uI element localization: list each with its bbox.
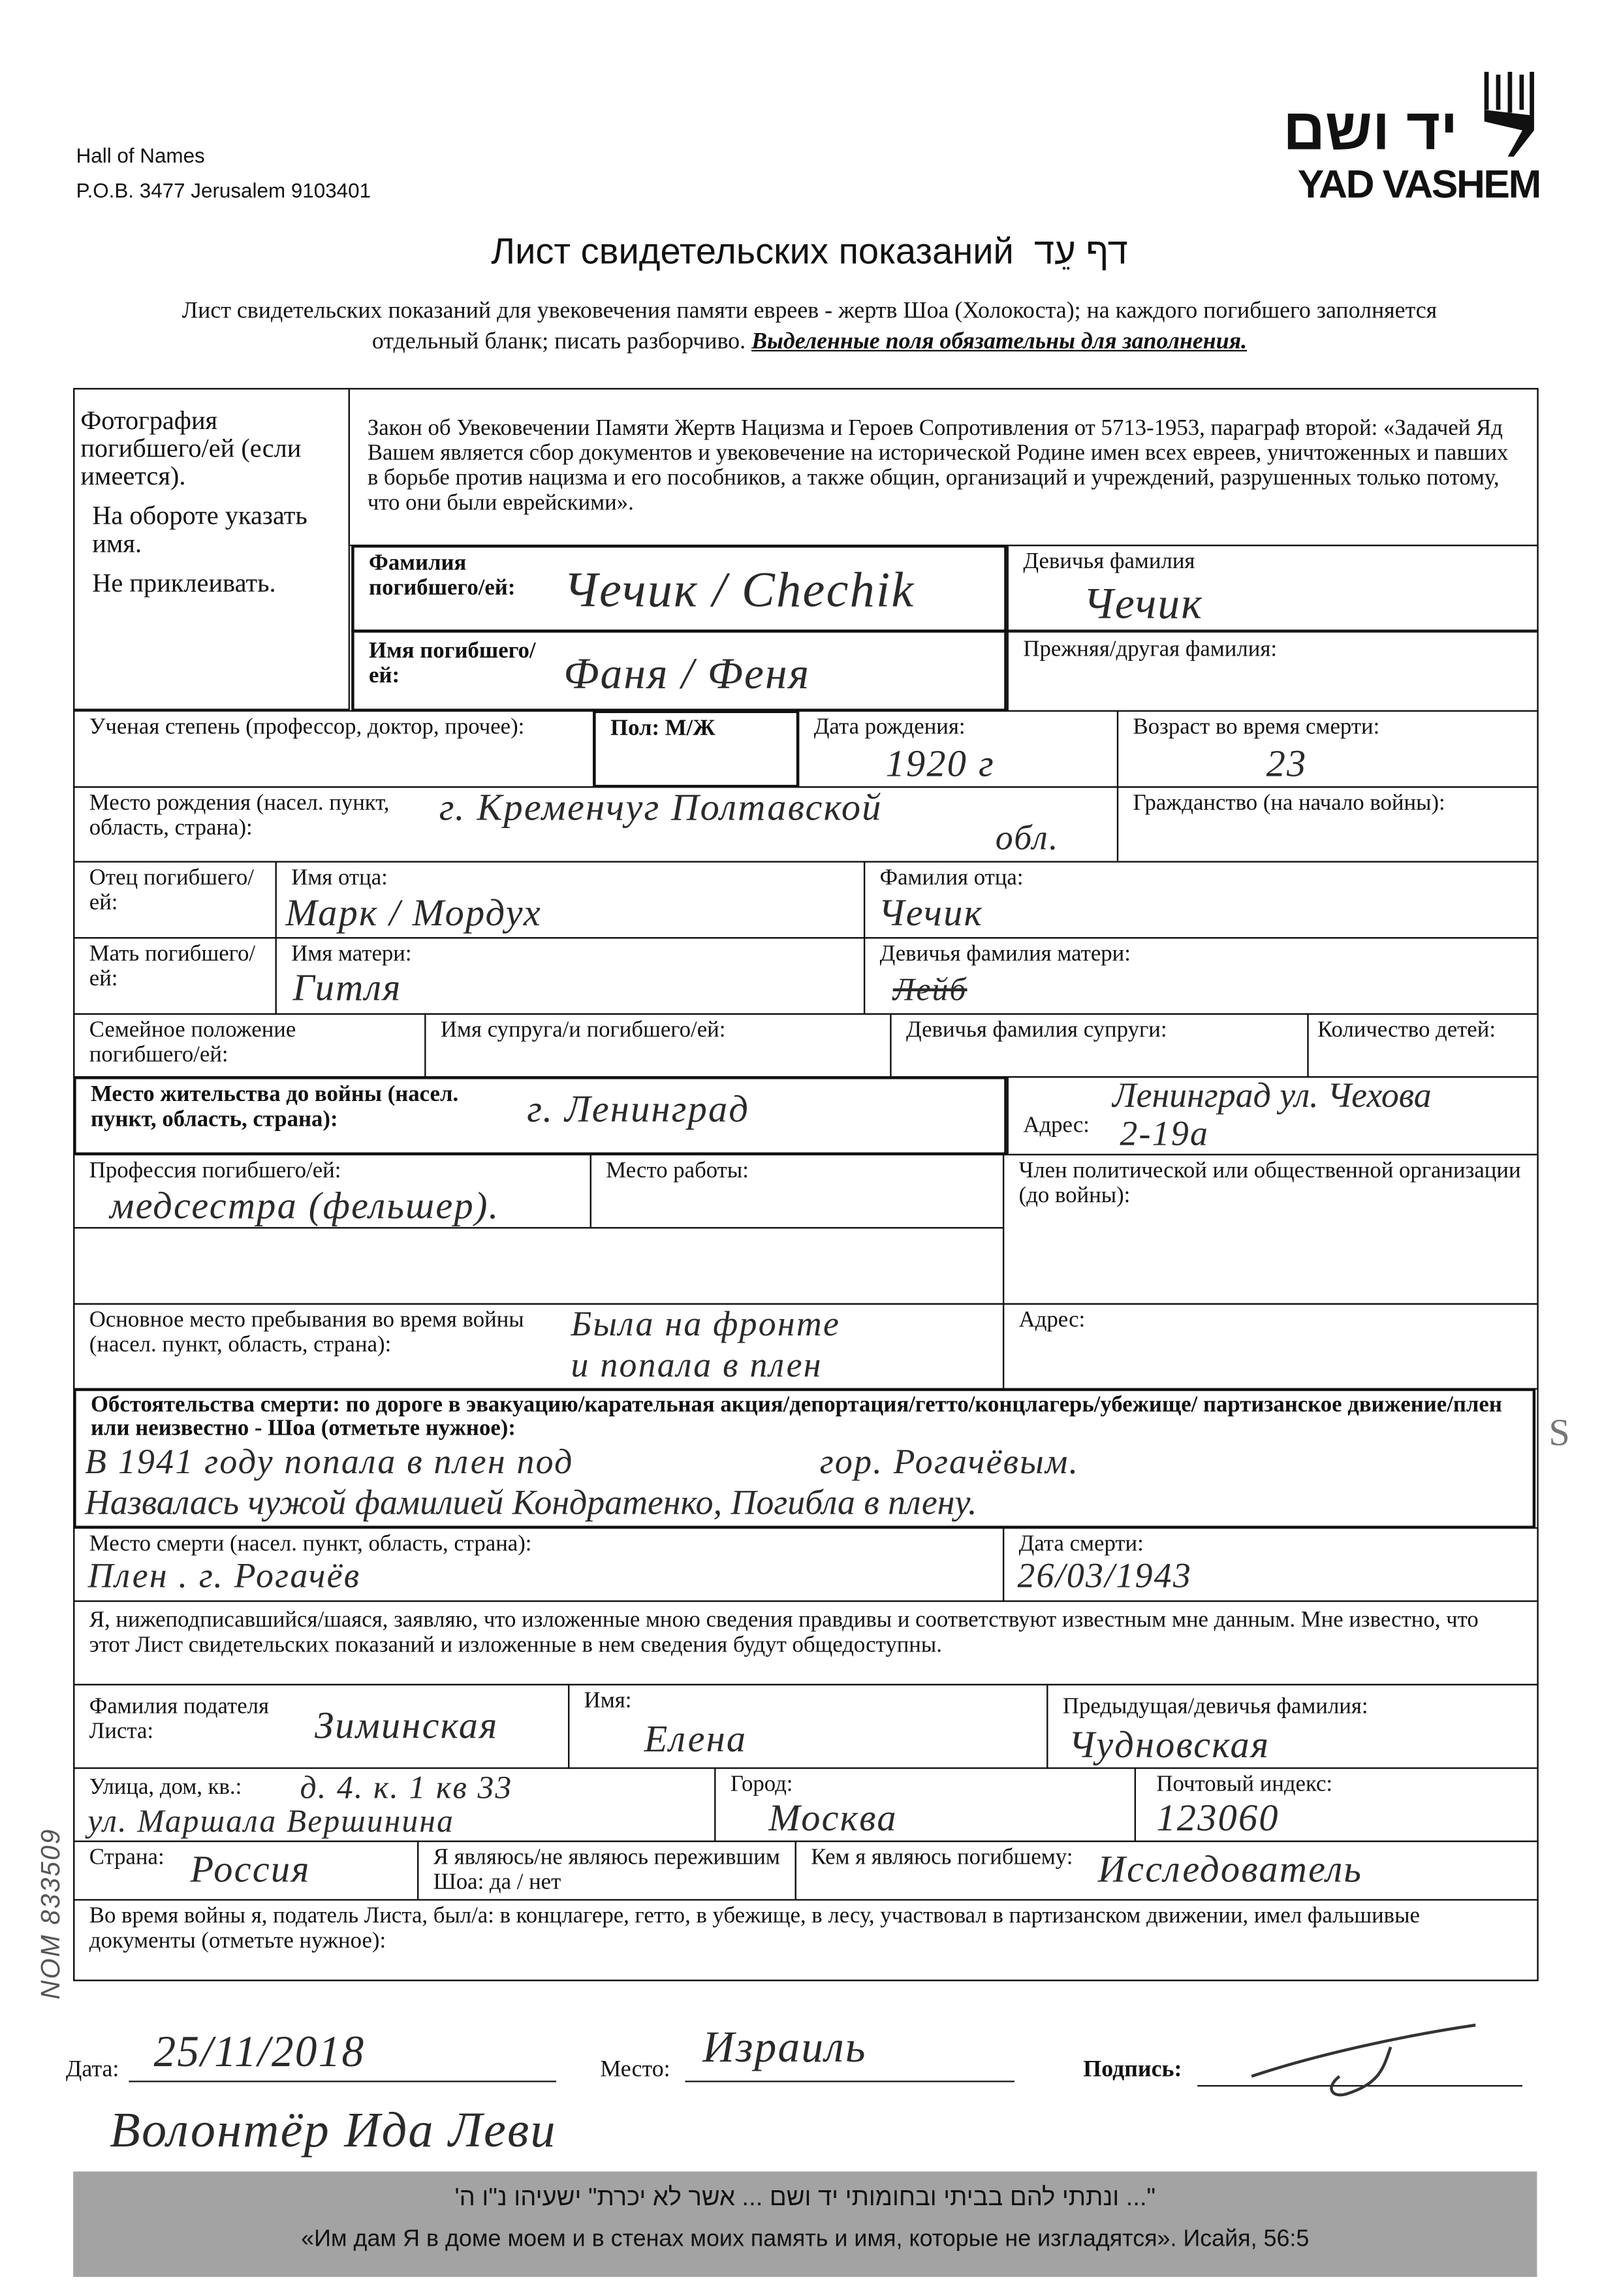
quote-hebrew: "... ונתתי להם בביתי ובחומותי יד ושם ... אשר לא יכרת" ישעיהו נ"ו ה' (454, 2183, 1156, 2211)
submitter-name-field[interactable] (568, 1684, 1048, 1769)
label: Член политической или общественной организации (до войны): (1018, 1158, 1521, 1208)
children-field[interactable] (1307, 1013, 1538, 1078)
label: Мать погибшего/ей: (89, 941, 256, 992)
date-label: Дата: (65, 2057, 119, 2082)
logo-hebrew: יד ושם (1283, 98, 1458, 163)
declaration: Я, нижеподписавшийся/шаяся, заявляю, что изложенные мною сведения правдивы и соответствуют известным мне данным. Мне известно, что этот Лист свидетельских показаний и изложенные в нем сведения будут общедоступны. (73, 1601, 1539, 1685)
label: Профессия погибшего/ей: (89, 1158, 341, 1183)
label: Кем я являюсь погибшему: (811, 1845, 1073, 1870)
place-line (685, 2081, 1014, 2082)
photo-box[interactable] (73, 388, 350, 710)
survivor-field[interactable] (417, 1841, 796, 1901)
logo-text: YAD VASHEM (1297, 162, 1540, 207)
birth-date-value: 1920 г (885, 742, 995, 785)
quote-banner (73, 2171, 1537, 2276)
mother-maiden-value: Лейб (892, 970, 967, 1008)
wartime-place-field[interactable] (73, 1303, 1004, 1390)
submitter-city-value: Москва (768, 1796, 898, 1840)
birthplace-value: г. Кременчуг Полтавской (439, 786, 883, 829)
death-place-value: Плен . г. Рогачёв (87, 1557, 361, 1597)
margin-mark: S (1548, 1411, 1572, 1454)
submitter-surname-value: Зиминская (315, 1704, 499, 1747)
submitter-name-value: Елена (644, 1717, 747, 1761)
relation-value: Исследователь (1097, 1847, 1363, 1890)
label: Место смерти (насел. пункт, область, страна): (89, 1531, 532, 1557)
place-label: Место: (600, 2057, 670, 2082)
label: Девичья фамилия матери: (879, 941, 1131, 966)
label: Семейное положение погибшего/ей: (89, 1017, 296, 1068)
quote-russian: «Им дам Я в доме моем и в стенах моих память и имя, которые не изгладятся». Исайя, 56:5 (301, 2227, 1310, 2252)
mother-label-cell (73, 937, 277, 1015)
submitter-wartime-field[interactable] (73, 1899, 1539, 1981)
date-line (129, 2081, 556, 2082)
label: Возраст во время смерти: (1133, 714, 1380, 740)
circumstances-value-1: гор. Рогачёвым. (819, 1443, 1080, 1482)
page-title (0, 231, 1619, 274)
label: Фамилия погибшего/ей: (369, 550, 516, 601)
label: Отец погибшего/ей: (89, 865, 254, 916)
label: Улица, дом, кв.: (89, 1774, 242, 1800)
signature-label: Подпись: (1083, 2057, 1182, 2082)
label: Город: (730, 1772, 793, 1797)
label: Имя погибшего/ей: (369, 638, 536, 688)
label: Гражданство (на начало войны): (1133, 790, 1445, 816)
marital-field[interactable] (73, 1013, 426, 1078)
law-text: Закон об Увековечении Памяти Жертв Нацизма и Героев Сопротивления от 5713-1953, параграф второй: «Задачей Яд Вашем является сбор документов и увековечение на исторической Родине имен всех евреев, уничтоженных и павших в борьбе против нацизма и его пособников, а также общин, организаций и учреждений, разрушенных только потому, что они были еврейскими». (349, 388, 1539, 546)
intro-emphasis: Выделенные поля обязательны для заполнения. (751, 329, 1248, 355)
photo-label: Фотография погибшего/ей (если имеется). (80, 406, 302, 491)
citizenship-field[interactable] (1117, 786, 1539, 863)
label: Имя: (584, 1688, 632, 1714)
father-surname-value: Чечик (878, 891, 984, 934)
label: Имя отца: (291, 865, 388, 891)
signature-mark (1244, 2018, 1479, 2113)
label: Девичья фамилия супруги: (905, 1017, 1167, 1043)
wartime-place-value: Была на фронте (571, 1306, 841, 1345)
circumstances-value-3: Назвалась чужой фамилией Кондратенко, Погибла в плену. (85, 1484, 977, 1523)
submitter-prev-value: Чудновская (1068, 1723, 1270, 1766)
age-field[interactable] (1117, 710, 1539, 788)
birthplace-value-2: обл. (995, 820, 1060, 858)
label: Страна: (89, 1845, 165, 1870)
profession-value: медсестра (фельшер). (110, 1185, 500, 1228)
mother-name-value: Гитля (292, 966, 402, 1009)
org-name: Hall of Names (76, 143, 205, 167)
label: Прежняя/другая фамилия: (1023, 637, 1277, 662)
label: Ученая степень (профессор, доктор, прочее): (89, 714, 525, 740)
place-value: Израиль (702, 2023, 867, 2072)
org-address: P.O.B. 3477 Jerusalem 9103401 (76, 178, 371, 202)
label: Я являюсь/не являюсь пережившим Шоа: да / нет (433, 1845, 780, 1895)
label: Фамилия подателя Листа: (89, 1694, 270, 1744)
photo-note-2: Не приклеивать. (92, 568, 276, 598)
submitter-zip-value: 123060 (1156, 1796, 1280, 1840)
label: Место работы: (606, 1158, 749, 1183)
flame-icon (1479, 72, 1537, 166)
address-value-2: 2-19а (1120, 1115, 1210, 1154)
father-name-value: Марк / Мордух (285, 891, 542, 934)
wartime-address-field[interactable] (1003, 1303, 1539, 1390)
label: Почтовый индекс: (1156, 1772, 1333, 1797)
archive-stamp: NOM 833509 (35, 1828, 65, 2000)
spouse-field[interactable] (424, 1013, 891, 1078)
spouse-maiden-field[interactable] (890, 1013, 1308, 1078)
label: Имя матери: (291, 941, 412, 966)
label: Девичья фамилия (1023, 549, 1195, 574)
intro-text (176, 296, 1443, 357)
label: Фамилия отца: (879, 865, 1024, 891)
label: Адрес: (1018, 1307, 1086, 1333)
profession-extra-row[interactable] (73, 1227, 1004, 1305)
label: Во время войны я, податель Листа, был/а: в концлагере, гетто, в убежище, в лесу, участвовал в партизанском движении, имел фальшивые документы (отметьте нужное): (89, 1903, 1420, 1954)
label: Дата смерти: (1018, 1531, 1144, 1557)
submitter-street-value-2: ул. Маршала Вершинина (87, 1802, 454, 1840)
address-value: Ленинград ул. Чехова (1112, 1077, 1432, 1116)
label: Пол: М/Ж (610, 716, 715, 741)
submitter-country-value: Россия (190, 1847, 311, 1890)
father-label-cell (73, 861, 277, 938)
yad-vashem-logo (1268, 66, 1546, 205)
residence-value: г. Ленинград (527, 1088, 750, 1131)
label: Количество детей: (1317, 1017, 1496, 1043)
label: Адрес: (1023, 1113, 1090, 1138)
title-russian: Лист свидетельских показаний (491, 231, 1014, 273)
degree-field[interactable] (73, 710, 594, 788)
prev-surname-field[interactable] (1007, 630, 1539, 712)
label: Имя супруга/и погибшего/ей: (440, 1017, 726, 1043)
label: Место рождения (насел. пункт, область, страна): (89, 790, 390, 841)
victim-surname-value: Чечик / Chechik (563, 564, 915, 618)
label: Предыдущая/девичья фамилия: (1062, 1694, 1368, 1719)
label: Место жительства до войны (насел. пункт, область, страна): (91, 1082, 459, 1132)
label: Основное место пребывания во время войны (насел. пункт, область, страна): (89, 1307, 524, 1358)
gender-field[interactable] (593, 710, 799, 788)
title-hebrew: דף עֵד (1034, 231, 1128, 273)
death-date-value: 26/03/1943 (1017, 1557, 1193, 1597)
volunteer-note: Волонтёр Ида Леви (110, 2104, 557, 2159)
photo-note: На обороте указать имя. (92, 500, 307, 558)
maiden-name-value: Чечик (1083, 579, 1204, 628)
wartime-place-value-2: и попала в плен (571, 1347, 823, 1386)
circumstances-value-2: В 1941 году попала в плен под (85, 1443, 574, 1482)
member-field[interactable] (1003, 1154, 1539, 1305)
intro-body: Лист свидетельских показаний для увековечения памяти евреев - жертв Шоа (Холокоста); на каждого погибшего заполняется отдельный бланк; писать разборчиво. (181, 298, 1438, 355)
submitter-street-value: д. 4. к. 1 кв 33 (300, 1768, 513, 1806)
victim-name-value: Фаня / Феня (563, 650, 811, 699)
date-value: 25/11/2018 (153, 2028, 366, 2077)
age-value: 23 (1266, 742, 1308, 785)
label: Обстоятельства смерти: по дороге в эвакуацию/карательная акция/депортация/гетто/концлагерь/убежище/ партизанское движение/плен или неизвестно - Шоа (отметьте нужное): (91, 1392, 1502, 1441)
workplace-field[interactable] (590, 1154, 1005, 1228)
label: Дата рождения: (813, 714, 966, 740)
